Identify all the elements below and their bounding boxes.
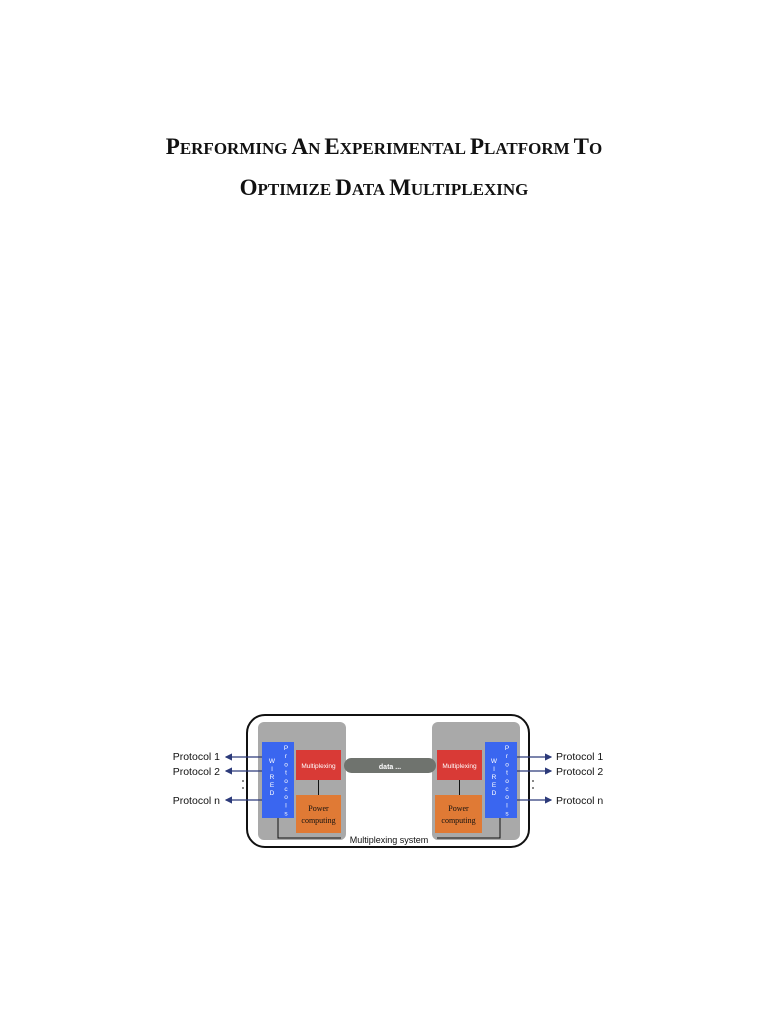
protocols-letter: t [506, 769, 508, 777]
protocols-letter: o [284, 761, 288, 769]
wired-letter: I [271, 766, 273, 773]
title-word: MULTIPLEXING [389, 175, 529, 200]
right-power-computing-block [435, 795, 482, 833]
left-protocol-1-label: Protocol 1 [172, 751, 220, 763]
wired-letter: E [491, 782, 497, 789]
title-word: PLATFORM [469, 134, 570, 159]
left-computing-label: computing [301, 816, 336, 825]
wired-letter: I [493, 766, 495, 773]
wired-letter: D [269, 790, 275, 797]
multiplexing-system-label: Multiplexing system [349, 835, 429, 845]
protocols-letter: l [285, 802, 287, 810]
protocols-letter: P [283, 745, 289, 752]
protocols-letter: c [505, 786, 509, 793]
title-word: AN [291, 134, 321, 159]
right-ellipsis-dot [532, 780, 534, 782]
protocols-letter: o [505, 761, 509, 769]
title-word: OPTIMIZE [239, 175, 332, 200]
protocols-letter: o [505, 777, 509, 785]
protocols-letter: c [284, 786, 288, 793]
left-power-computing-block [296, 795, 341, 833]
right-multiplexing-label: Multiplexing [442, 763, 477, 770]
right-protocol-1-label: Protocol 1 [556, 751, 604, 763]
protocols-letter: o [284, 794, 288, 802]
title-word: EXPERIMENTAL [324, 134, 466, 159]
protocols-letter: o [505, 794, 509, 802]
left-ellipsis-dot [242, 787, 244, 789]
right-wired-protocols-strip [485, 742, 517, 818]
left-protocol-n-label: Protocol n [172, 795, 220, 807]
right-computing-label: computing [441, 816, 476, 825]
left-power-label: Power [308, 804, 329, 813]
data-label: data ... [378, 764, 402, 771]
title-word: DATA [335, 175, 386, 200]
left-wired-protocols-strip [262, 742, 294, 818]
left-multiplexing-label: Multiplexing [301, 763, 336, 770]
right-protocol-2-label: Protocol 2 [556, 766, 604, 778]
protocols-letter: o [284, 777, 288, 785]
right-ellipsis-dot [532, 787, 534, 789]
wired-letter: W [490, 758, 498, 765]
protocols-letter: s [505, 810, 509, 818]
wired-letter: D [491, 790, 497, 797]
wired-letter: E [269, 782, 275, 789]
wired-letter: W [268, 758, 276, 765]
left-ellipsis-dot [242, 780, 244, 782]
protocols-letter: r [505, 753, 509, 761]
wired-letter: R [269, 774, 275, 781]
title-word: PERFORMING [165, 134, 288, 159]
title-word: TO [573, 134, 603, 159]
protocols-letter: t [285, 769, 287, 777]
right-power-label: Power [448, 804, 469, 813]
protocols-letter: l [506, 802, 508, 810]
protocols-letter: s [284, 810, 288, 818]
right-protocol-n-label: Protocol n [556, 795, 604, 807]
protocols-letter: r [284, 753, 288, 761]
protocols-letter: P [504, 745, 510, 752]
left-protocol-2-label: Protocol 2 [172, 766, 220, 778]
wired-letter: R [491, 774, 497, 781]
